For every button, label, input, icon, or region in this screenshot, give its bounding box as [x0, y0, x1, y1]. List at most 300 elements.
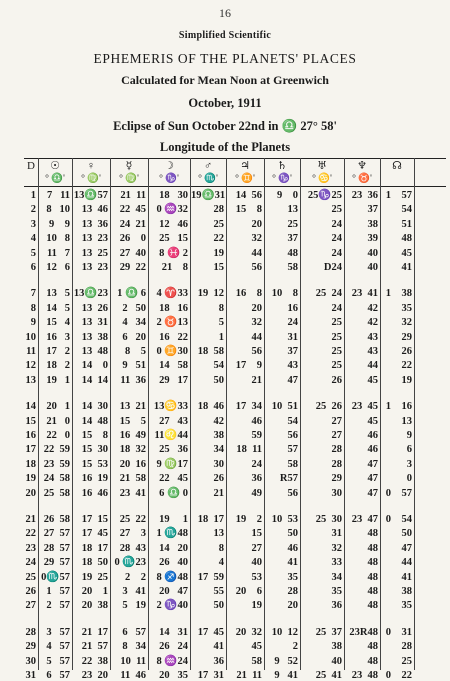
ephemeris-cell: 48	[401, 233, 412, 245]
ephemeris-cell: 16 3	[46, 331, 70, 343]
ephemeris-cell: 0 22	[385, 670, 412, 681]
ephemeris-cell: 1	[218, 331, 224, 343]
day-number: 24	[25, 557, 36, 569]
day-number: 3	[30, 218, 36, 230]
ephemeris-cell: 51	[401, 218, 412, 230]
ephemeris-cell: 2 ♑40	[156, 600, 188, 612]
ephemeris-cell: 6 57	[46, 670, 70, 681]
ephemeris-cell: 2 ♉13	[156, 317, 188, 329]
day-number: 23	[25, 542, 36, 554]
ephemeris-cell: 13 36	[81, 218, 108, 230]
ephemeris-cell: 29	[401, 331, 412, 343]
ephemeris-cell: 25 36	[159, 444, 188, 456]
day-number: 9	[30, 317, 36, 329]
ephemeris-cell: 13 38	[81, 331, 108, 343]
ephemeris-cell: 32	[401, 317, 412, 329]
ephemeris-cell: 20 35	[159, 670, 188, 681]
ephemeris-cell: 13	[401, 415, 412, 427]
ephemeris-cell: 9 0	[277, 190, 298, 201]
ephemeris-cell: 14 0	[81, 360, 108, 372]
ephemeris-cell: 23 48	[351, 670, 378, 681]
ephemeris-cell: 19	[251, 600, 262, 612]
ephemeris-cell: 15 30	[81, 444, 108, 456]
ephemeris-cell: 23R48	[349, 626, 378, 638]
ephemeris-cell: 16 49	[119, 430, 146, 441]
column-divider	[414, 158, 415, 670]
ephemeris-cell: 2 57	[46, 600, 70, 612]
ephemeris-cell: 23 59	[43, 458, 70, 470]
day-number: 20	[25, 487, 36, 499]
ephemeris-cell: 48	[367, 557, 378, 569]
ephemeris-cell: 22	[401, 360, 412, 372]
ephemeris-cell: 14 5	[46, 302, 70, 314]
column-symbol: ♀	[86, 160, 96, 172]
column-symbol: ♄	[277, 160, 287, 172]
ephemeris-cell: 12 6	[46, 262, 70, 273]
column-symbol: ♆	[357, 160, 367, 172]
ephemeris-cell: 4 34	[122, 317, 146, 329]
ephemeris-cell: 37	[287, 346, 298, 357]
ephemeris-cell: 25	[213, 218, 224, 230]
ephemeris-cell: 9 52	[274, 655, 298, 667]
ephemeris-cell: 26	[331, 374, 342, 386]
ephemeris-cell: 36	[213, 655, 224, 667]
ephemeris-cell: 13 25	[81, 247, 108, 259]
ephemeris-cell: 48	[367, 641, 378, 653]
ephemeris-cell: 27	[331, 430, 342, 441]
ephemeris-cell: 15 5	[119, 415, 146, 427]
ephemeris-cell: 42	[367, 317, 378, 329]
day-number: 26	[25, 586, 36, 597]
ephemeris-cell: 24	[331, 218, 342, 230]
ephemeris-cell: 13 31	[81, 317, 108, 329]
ephemeris-cell: 15	[251, 528, 262, 540]
ephemeris-cell: 54	[401, 204, 412, 216]
ephemeris-cell: 14 48	[81, 415, 108, 427]
ephemeris-cell: 31	[287, 331, 298, 343]
ephemeris-cell: D24	[323, 262, 342, 273]
ephemeris-cell: 56	[251, 262, 262, 273]
ephemeris-cell: 21	[213, 487, 224, 499]
ephemeris-cell: 56	[251, 346, 262, 357]
ephemeris-cell: 10 53	[271, 514, 298, 525]
day-number: 28	[25, 626, 36, 638]
ephemeris-cell: 48	[367, 528, 378, 540]
ephemeris-cell: 2 2	[125, 571, 146, 583]
ephemeris-cell: 48	[367, 586, 378, 597]
ephemeris-cell: 9 ♍17	[156, 458, 188, 470]
ephemeris-cell: 50	[401, 528, 412, 540]
ephemeris-cell: 16 8	[235, 288, 262, 300]
ephemeris-cell: 25 15	[159, 233, 188, 245]
ephemeris-cell: 22 59	[43, 444, 70, 456]
ephemeris-cell: 38	[367, 218, 378, 230]
ephemeris-cell: 25 41	[315, 670, 342, 681]
ephemeris-cell: 27	[251, 542, 262, 554]
ephemeris-cell: 22 38	[81, 655, 108, 667]
ephemeris-cell: 5 19	[122, 600, 146, 612]
ephemeris-cell: 7 11	[46, 190, 70, 201]
ephemeris-cell: 17 9	[235, 360, 262, 372]
ephemeris-cell: 38	[331, 641, 342, 653]
ephemeris-cell: 5 57	[46, 655, 70, 667]
ephemeris-cell: 19♎31	[191, 190, 226, 201]
day-number: 11	[26, 346, 36, 357]
ephemeris-cell: 14 30	[81, 401, 108, 413]
ephemeris-cell: 13 23	[81, 233, 108, 245]
day-number: 18	[25, 458, 36, 470]
ephemeris-cell: 47	[367, 487, 378, 499]
ephemeris-cell: 23 45	[351, 401, 378, 413]
ephemeris-cell: 13	[287, 204, 298, 216]
ephemeris-cell: 13 48	[81, 346, 108, 357]
ephemeris-cell: 29	[331, 473, 342, 485]
column-subhead: ° ♋'	[312, 174, 332, 184]
ephemeris-cell: 18 46	[197, 401, 224, 413]
ephemeris-cell: 14 58	[159, 360, 188, 372]
ephemeris-cell: 11 36	[120, 374, 146, 386]
ephemeris-cell: 24	[331, 247, 342, 259]
ephemeris-cell: 28 57	[43, 542, 70, 554]
document-title: EPHEMERIS OF THE PLANETS' PLACES	[93, 51, 357, 66]
ephemeris-cell: 48	[367, 542, 378, 554]
ephemeris-cell: 26	[401, 346, 412, 357]
ephemeris-cell: 46	[367, 430, 378, 441]
ephemeris-cell: 50	[213, 374, 224, 386]
column-symbol: ♃	[240, 160, 250, 172]
ephemeris-cell: 58	[287, 458, 298, 470]
month-heading: October, 1911	[188, 96, 262, 110]
day-number: 6	[30, 262, 36, 273]
ephemeris-cell: 48	[367, 571, 378, 583]
ephemeris-cell: 45	[367, 415, 378, 427]
ephemeris-cell: 44	[367, 360, 378, 372]
ephemeris-cell: 44	[251, 247, 262, 259]
ephemeris-cell: 43	[367, 346, 378, 357]
ephemeris-cell: 0 31	[385, 626, 412, 638]
table-caption: Longitude of the Planets	[159, 140, 291, 154]
ephemeris-cell: 28	[401, 641, 412, 653]
ephemeris-cell: 4	[218, 557, 224, 569]
ephemeris-cell: 23 41	[351, 288, 378, 300]
ephemeris-cell: 28	[331, 458, 342, 470]
document-subtitle: Calculated for Mean Noon at Greenwich	[121, 73, 329, 87]
ephemeris-cell: 9	[406, 430, 412, 441]
ephemeris-cell: 17 59	[197, 571, 224, 583]
ephemeris-cell: 23 47	[351, 514, 378, 525]
ephemeris-cell: 17 45	[197, 626, 224, 638]
ephemeris-cell: 24	[331, 302, 342, 314]
ephemeris-cell: 33	[331, 557, 342, 569]
ephemeris-cell: 0 ♒32	[156, 204, 188, 216]
ephemeris-cell: 41	[401, 262, 412, 273]
ephemeris-cell: 0♏57	[41, 571, 70, 583]
column-subhead: ° ♑'	[272, 174, 292, 184]
ephemeris-cell: 2 50	[122, 302, 146, 314]
day-number: 2	[30, 204, 36, 216]
ephemeris-cell: 25	[331, 317, 342, 329]
column-subhead: ° ♊'	[235, 174, 255, 184]
ephemeris-cell: 44	[251, 331, 262, 343]
ephemeris-cell: 38	[213, 430, 224, 441]
ephemeris-cell: 29 57	[43, 557, 70, 569]
column-symbol: ♂	[203, 160, 213, 172]
ephemeris-cell: R57	[279, 473, 298, 485]
ephemeris-cell: 17 45	[81, 528, 108, 540]
ephemeris-cell: 11♌44	[154, 430, 188, 441]
ephemeris-cell: 19 1	[159, 514, 188, 525]
ephemeris-cell: 25 24	[315, 288, 342, 300]
ephemeris-cell: 20	[287, 600, 298, 612]
ephemeris-cell: 18 58	[197, 346, 224, 357]
ephemeris-cell: 0 ♏23	[114, 557, 146, 569]
ephemeris-cell: 19 2	[235, 514, 262, 525]
ephemeris-cell: 16 46	[81, 487, 108, 499]
ephemeris-cell: 25	[287, 218, 298, 230]
ephemeris-cell: 40	[367, 247, 378, 259]
ephemeris-cell: 4 ♈33	[156, 288, 188, 300]
ephemeris-cell: 1 16	[385, 401, 412, 413]
ephemeris-cell: 17 15	[81, 514, 108, 525]
day-number: 4	[30, 233, 36, 245]
ephemeris-cell: 12 46	[159, 218, 188, 230]
column-symbol: ♅	[317, 160, 327, 172]
ephemeris-cell: 13 5	[46, 288, 70, 300]
ephemeris-cell: 21 58	[119, 473, 146, 485]
ephemeris-cell: 20 16	[119, 458, 146, 470]
ephemeris-cell: 45	[401, 247, 412, 259]
ephemeris-cell: 27 3	[119, 528, 146, 540]
ephemeris-cell: 48	[367, 655, 378, 667]
ephemeris-cell: 35	[331, 586, 342, 597]
day-number: 1	[30, 190, 36, 201]
ephemeris-cell: 10 8	[271, 288, 298, 300]
ephemeris-cell: 8 5	[125, 346, 146, 357]
ephemeris-cell: 25 37	[315, 626, 342, 638]
day-number: 17	[25, 444, 36, 456]
day-number: 29	[25, 641, 36, 653]
ephemeris-cell: 48	[367, 600, 378, 612]
ephemeris-cell: 8	[218, 542, 224, 554]
ephemeris-cell: 54	[287, 415, 298, 427]
ephemeris-cell: 0 57	[385, 487, 412, 499]
ephemeris-cell: 41	[287, 557, 298, 569]
ephemeris-cell: 47	[287, 374, 298, 386]
day-number: 31	[25, 670, 36, 681]
ephemeris-cell: 18 16	[159, 302, 188, 314]
ephemeris-cell: 18 17	[81, 542, 108, 554]
ephemeris-cell: 26 0	[119, 233, 146, 245]
ephemeris-cell: 22	[213, 233, 224, 245]
ephemeris-cell: 0 54	[385, 514, 412, 525]
day-number: 5	[30, 247, 36, 259]
ephemeris-cell: 56	[287, 430, 298, 441]
ephemeris-cell: 34	[213, 444, 224, 456]
ephemeris-cell: 21 8	[161, 262, 188, 273]
column-subhead: ° ♎'	[45, 174, 65, 184]
ephemeris-cell: 16	[287, 302, 298, 314]
ephemeris-cell: 14 56	[235, 190, 262, 201]
day-number: 8	[30, 302, 36, 314]
ephemeris-cell: 17 2	[46, 346, 70, 357]
eclipse-note: Eclipse of Sun October 22nd in ♎ 27° 58'	[113, 119, 337, 133]
day-number: 22	[25, 528, 36, 540]
ephemeris-cell: 17 31	[197, 670, 224, 681]
ephemeris-cell: 16 22	[159, 331, 188, 343]
ephemeris-cell: 18 50	[81, 557, 108, 569]
ephemeris-cell: 49	[251, 487, 262, 499]
ephemeris-cell: 25 22	[119, 514, 146, 525]
ephemeris-cell: 19 1	[46, 374, 70, 386]
ephemeris-cell: 50	[213, 600, 224, 612]
ephemeris-cell: 28	[331, 444, 342, 456]
ephemeris-cell: 26 40	[159, 557, 188, 569]
ephemeris-cell: 6	[406, 444, 412, 456]
ephemeris-cell: 27	[331, 415, 342, 427]
column-subhead: ° ♍'	[119, 174, 139, 184]
ephemeris-cell: 8 ♓ 2	[159, 247, 188, 259]
ephemeris-cell: 13	[213, 528, 224, 540]
ephemeris-cell: 15 8	[235, 204, 262, 216]
ephemeris-cell: 4 57	[46, 641, 70, 653]
ephemeris-cell: 29 22	[119, 262, 146, 273]
ephemeris-cell: 13♋33	[153, 401, 188, 413]
ephemeris-cell: 58	[251, 655, 262, 667]
ephemeris-cell: 13♎57	[73, 190, 108, 201]
ephemeris-cell: 15	[213, 262, 224, 273]
ephemeris-cell: 1 57	[385, 190, 412, 201]
ephemeris-cell: 20	[251, 218, 262, 230]
ephemeris-cell: 56	[287, 487, 298, 499]
ephemeris-cell: 26 24	[159, 641, 188, 653]
column-subhead: ° ♍'	[81, 174, 101, 184]
ephemeris-cell: 11 7	[46, 247, 70, 259]
ephemeris-cell: 14 31	[159, 626, 188, 638]
column-subhead: ° ♉'	[352, 174, 372, 184]
ephemeris-cell: 24 21	[119, 218, 146, 230]
ephemeris-cell: 14 20	[159, 542, 188, 554]
day-number: 12	[25, 360, 36, 372]
ephemeris-cell: 36	[331, 600, 342, 612]
column-symbol: ☽	[164, 160, 174, 172]
ephemeris-cell: 23 20	[81, 670, 108, 681]
ephemeris-cell: 21 11	[120, 190, 146, 201]
ephemeris-cell: 20	[251, 302, 262, 314]
ephemeris-cell: 18 11	[236, 444, 262, 456]
day-number: 27	[25, 600, 36, 612]
day-number: 7	[30, 288, 36, 300]
ephemeris-cell: 23 41	[119, 487, 146, 499]
ephemeris-cell: 2	[292, 641, 298, 653]
ephemeris-cell: 28 43	[119, 542, 146, 554]
ephemeris-cell: 6 ♎ 0	[159, 487, 188, 499]
ephemeris-cell: 40	[251, 557, 262, 569]
ephemeris-cell: 1 57	[46, 586, 70, 597]
ephemeris-cell: 22 45	[119, 204, 146, 216]
ephemeris-cell: 41	[213, 641, 224, 653]
ephemeris-cell: 24	[251, 458, 262, 470]
day-number: 13	[25, 374, 36, 386]
ephemeris-cell: 28	[287, 586, 298, 597]
ephemeris-cell: 23 36	[351, 190, 378, 201]
ephemeris-cell: 21 11	[236, 670, 262, 681]
ephemeris-cell: 25	[331, 204, 342, 216]
ephemeris-cell: 38	[401, 586, 412, 597]
ephemeris-cell: 45	[251, 641, 262, 653]
ephemeris-cell: 47	[367, 458, 378, 470]
ephemeris-cell: 20 32	[235, 626, 262, 638]
ephemeris-cell: 8 ♐48	[156, 571, 188, 583]
ephemeris-cell: 19 12	[197, 288, 224, 300]
ephemeris-cell: 8 ♒24	[156, 655, 188, 667]
ephemeris-cell: 24 58	[43, 473, 70, 485]
ephemeris-cell: 3	[406, 458, 412, 470]
ephemeris-cell: 42	[367, 302, 378, 314]
ephemeris-cell: 1 ♎ 6	[117, 288, 146, 300]
ephemeris-cell: 55	[213, 586, 224, 597]
day-number: 21	[25, 514, 36, 525]
ephemeris-cell: 20 1	[46, 401, 70, 413]
ephemeris-cell: 37	[287, 233, 298, 245]
ephemeris-cell: 25	[401, 655, 412, 667]
ephemeris-cell: 9 51	[122, 360, 146, 372]
ephemeris-cell: 0	[406, 473, 412, 485]
ephemeris-cell: 44	[401, 557, 412, 569]
ephemeris-cell: 54	[213, 360, 224, 372]
ephemeris-cell: 46	[287, 542, 298, 554]
ephemeris-cell: 45	[367, 374, 378, 386]
ephemeris-cell: 58	[287, 262, 298, 273]
ephemeris-cell: 48	[287, 247, 298, 259]
ephemeris-cell: 25	[331, 360, 342, 372]
day-number: 16	[25, 430, 36, 441]
ephemeris-cell: 42	[213, 415, 224, 427]
ephemeris-cell: 27 43	[159, 415, 188, 427]
ephemeris-cell: 20 38	[81, 600, 108, 612]
ephemeris-cell: 43	[367, 331, 378, 343]
ephemeris-cell: 29 17	[159, 374, 188, 386]
ephemeris-cell: 20 47	[159, 586, 188, 597]
ephemeris-cell: 19 25	[81, 571, 108, 583]
day-number: 25	[25, 571, 36, 583]
ephemeris-cell: 30	[331, 487, 342, 499]
ephemeris-cell: 26	[213, 473, 224, 485]
ephemeris-cell: 15 4	[46, 317, 70, 329]
ephemeris-cell: 19	[401, 374, 412, 386]
ephemeris-cell: 1 ♏48	[156, 528, 188, 540]
ephemeris-cell: 27 40	[119, 247, 146, 259]
ephemeris-cell: 14 14	[81, 374, 108, 386]
ephemeris-cell: 8 34	[122, 641, 146, 653]
ephemeris-cell: 10 51	[271, 401, 298, 413]
ephemeris-cell: 28	[213, 204, 224, 216]
ephemeris-cell: 32	[251, 233, 262, 245]
column-symbol: ☉	[50, 160, 60, 172]
column-symbol: ☿	[125, 160, 133, 172]
ephemeris-cell: 22 45	[159, 473, 188, 485]
ephemeris-cell: 18 30	[159, 190, 188, 201]
ephemeris-cell: 39	[367, 233, 378, 245]
ephemeris-cell: 59	[251, 430, 262, 441]
ephemeris-cell: 5	[218, 317, 224, 329]
ephemeris-cell: 3 57	[46, 626, 70, 638]
ephemeris-cell: 35	[401, 600, 412, 612]
ephemeris-cell: 11 46	[120, 670, 146, 681]
ephemeris-cell: 41	[401, 571, 412, 583]
ephemeris-cell: 25 58	[43, 487, 70, 499]
ephemeris-cell: 57	[287, 444, 298, 456]
ephemeris-cell: 21	[251, 374, 262, 386]
